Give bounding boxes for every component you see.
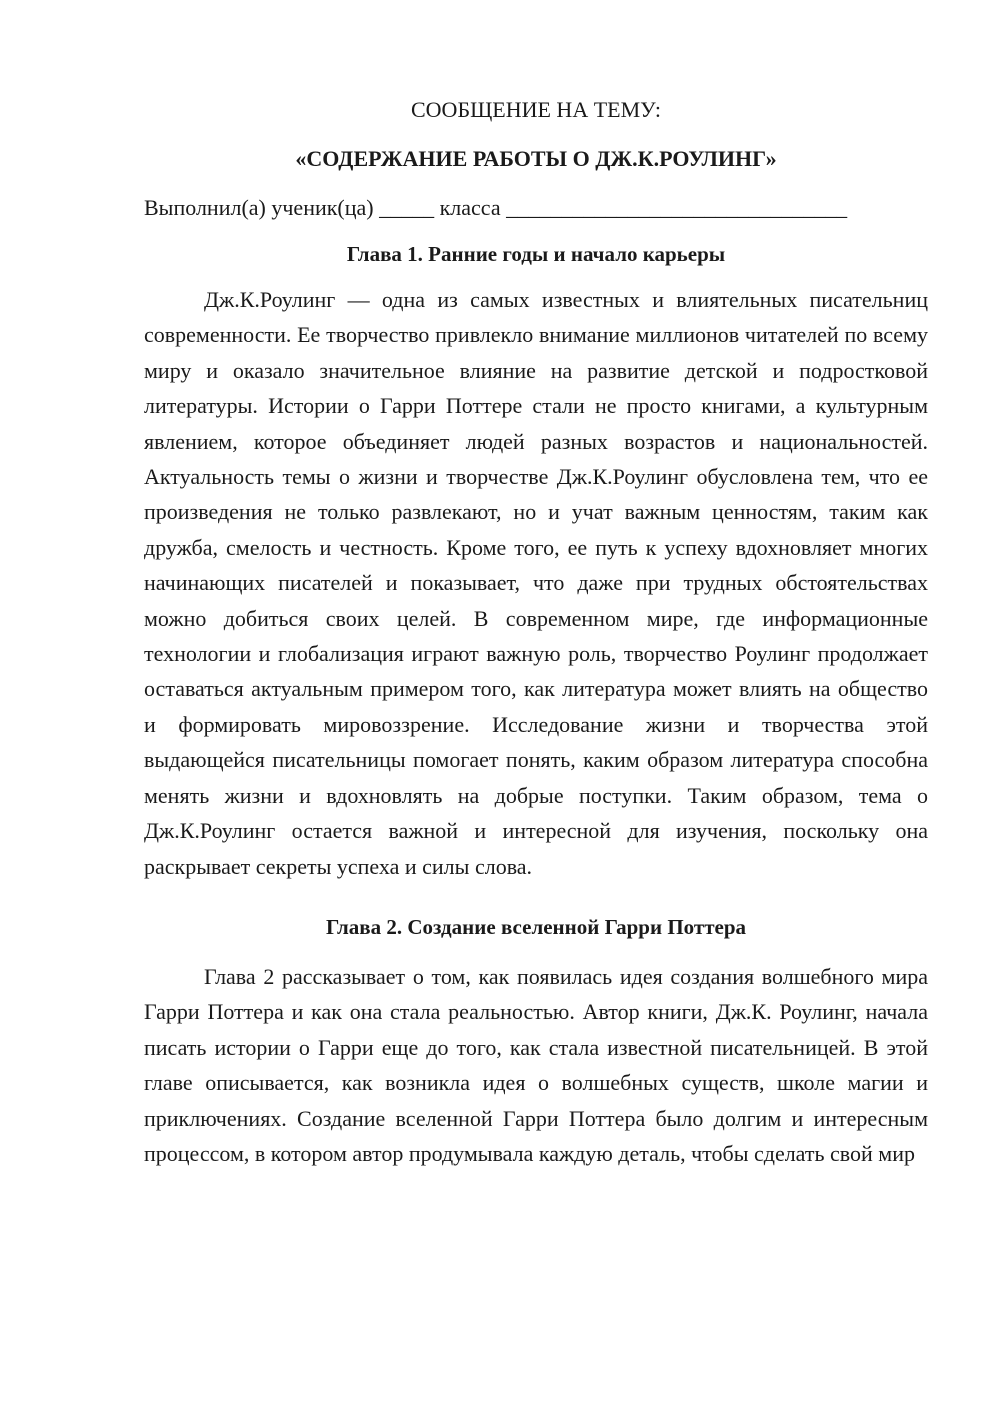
- document-title-line2: «СОДЕРЖАНИЕ РАБОТЫ О ДЖ.К.РОУЛИНГ»: [295, 146, 777, 171]
- chapter-1-heading: Глава 1. Ранние годы и начало карьеры: [346, 242, 726, 266]
- chapter-2-paragraph: Глава 2 рассказывает о том, как появилась идея создания волшебного мира Гарри Поттера и как она стала реальностью. Автор книги, Дж.К. Роулинг, начала писать истории о Гарри еще до того, как стала известной писательницей. В этой главе описывается, как возникла идея о волшебных существ, школе магии и приключениях. Создание вселенной Гарри Поттера было долгим и интересным процессом, в котором автор продумывала каждую деталь, чтобы сделать свой мир: [144, 963, 928, 1166]
- document-title-line1: СООБЩЕНИЕ НА ТЕМУ:: [411, 97, 661, 122]
- chapter-1-paragraph: Дж.К.Роулинг — одна из самых известных и влиятельных писательниц современности. Ее творчество привлекло внимание миллионов читателей по всему миру и оказало значительное влияние на развитие детской и подростковой литературы. Истории о Гарри Поттере стали не просто книгами, а культурным явлением, которое объединяет людей разных возрастов и национальностей. Актуальность темы о жизни и творчестве Дж.К.Роулинг обусловлена тем, что ее произведения не только развлекают, но и учат важным ценностям, таким как дружба, смелость и честность. Кроме того, ее путь к успеху вдохновляет многих начинающих писателей и показывает, что даже при трудных обстоятельствах можно добиться своих целей. В современном мире, где информационные технологии и глобализация играют важную роль, творчество Роулинг продолжает оставаться актуальным примером того, как литература может влиять на общество и формировать мировоззрение. Исследование жизни и творчества этой выдающейся писательницы помогает понять, каким образом литература способна менять жизни и вдохновлять на добрые поступки. Таким образом, тема о Дж.К.Роулинг остается важной и интересной для изучения, поскольку она раскрывает секреты успеха и силы слова.: [144, 287, 928, 879]
- chapter-2-heading: Глава 2. Создание вселенной Гарри Поттера: [325, 914, 747, 939]
- author-line: Выполнил(а) ученик(ца) _____ класса _______________________________: [144, 195, 848, 220]
